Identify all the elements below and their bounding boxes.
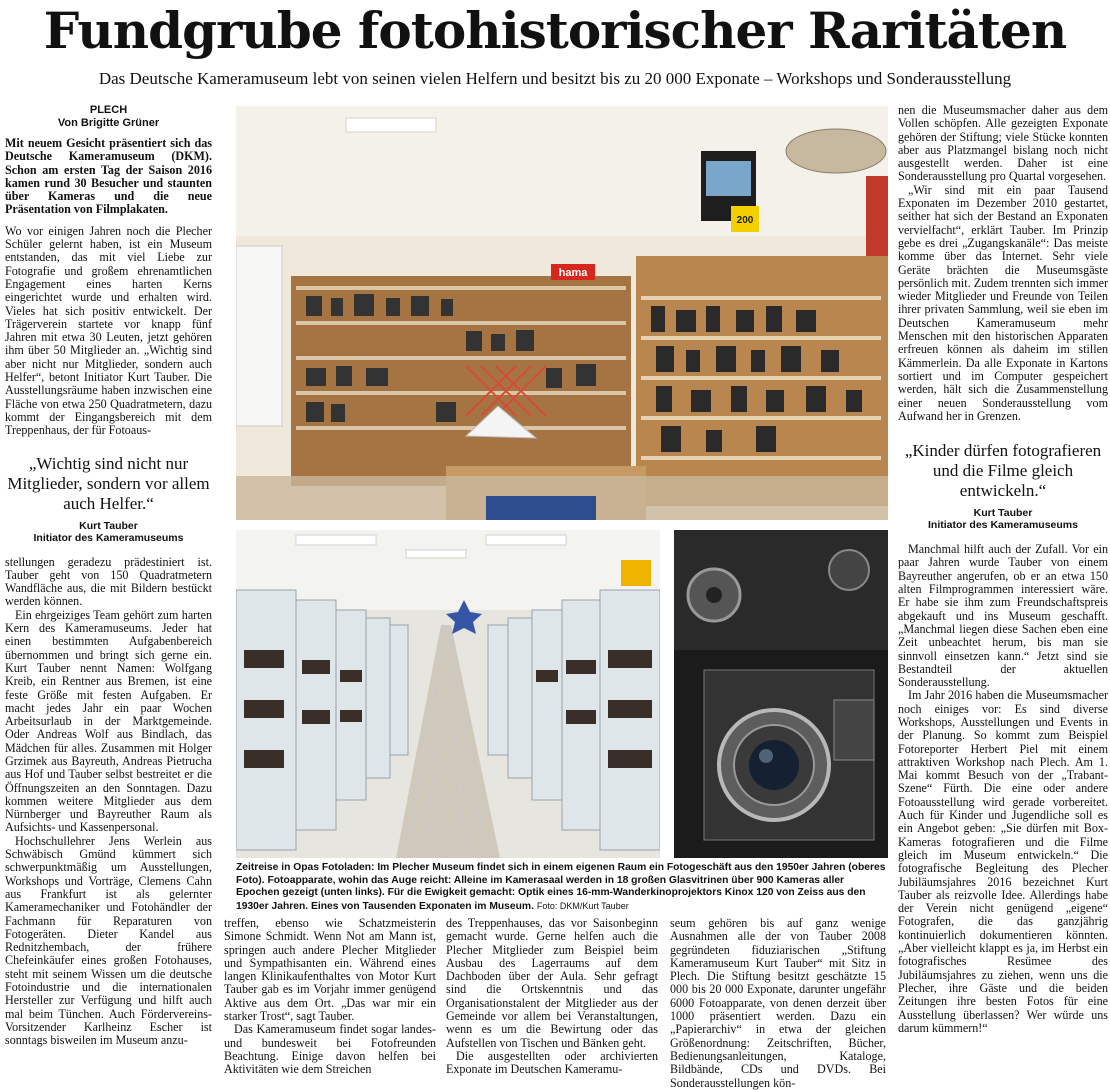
pull-quote-2-text: „Kinder dürfen fotografieren und die Filme gleich entwickeln.“ <box>904 441 1102 501</box>
col2-paragraph-1: treffen, ebenso wie Schatzmeisterin Simone Schmidt. Wenn Not am Mann ist, springen auch andere Plecher Mitglieder und Sympathisanten ein. Während eines langen Klinikaufenthaltes von Motor Kurt Tauber gab es im Vorjahr immer genügend Aktive aus dem Ort. „Das war mir ein starker Trost“, sagt Tauber. <box>224 917 436 1024</box>
photo-projector-lens <box>674 530 888 858</box>
subheadline: Das Deutsche Kameramuseum lebt von seinen vielen Helfern und besitzt bis zu 20 000 Exponate – Workshops und Sonderausstellung <box>98 69 1012 88</box>
headline: Fundgrube fotohistorischer Raritäten <box>43 1 1067 60</box>
col3-paragraph-1: des Treppenhauses, das vor Saisonbeginn gemacht wurde. Gerne helfen auch die Plecher Mitglieder zum Beispiel beim Ausbau des Lagerraums auf dem Dachboden über der Aula. Sehr gefragt sind die Ortskenntnis und das Organisationstalent der Mitglieder aus der Gemeinde vor allem bei Veranstaltungen, wenn es um die Bewirtung oder das Aufstellen von Tischen und Bänken geht. <box>446 917 658 1050</box>
photo-camera-shop <box>236 106 888 520</box>
col4-paragraph-1: seum gehören bis auf ganz wenige Ausnahmen alle der von Tauber 2008 gegründeten fiduziarischen „Stiftung Kameramuseum Kurt Tauber“ mit Sitz in Plech. Die Stiftung besitzt geschätzte 15 000 bis 20 000 Exponate, darunter ungefähr 6000 Fotoapparate, von denen derzeit über 1000 präsentiert werden. Dazu ein „Papierarchiv“ in etwa der gleichen Größenordnung: Zeitschriften, Bücher, Bedienungsanleitungen, Kataloge, Bildbände, CDs und DVDs. Bei Sonderausstellungen kön- <box>670 917 886 1090</box>
col1-paragraph-2: stellungen geradezu prädestiniert ist. Tauber geht von 150 Quadratmetern Wandfläche aus, die mit Bildern bestückt werden können. <box>5 554 212 609</box>
col1-paragraph-3: Ein ehrgeiziges Team gehört zum harten Kern des Kameramuseums. Jeder hat einen bestimmten Aufgabenbereich übernommen und bringt sich gerne ein. Kurt Tauber nennt Namen: Wolfgang Kreib, ein Rentner aus Bremen, ist eine feste Größe mit festen Aufgaben. Er macht jedes Jahr ein paar Wochen Arbeitsurlaub in der Marktgemeinde. Oder Andreas Wolf aus Bindlach, das Mädchen für alles. Zusammen mit Holger Grzimek aus Bayreuth, Andreas Pietrucha aus Hof und Tauber selbst bestreitet er die Öffnungszeiten an den Sonntagen. Dazu kommen weitere Mitglieder aus dem Nürnberger und Bayreuther Raum als Aufsichts- und Kassenpersonal. <box>5 607 212 835</box>
col5-paragraph-3: Manchmal hilft auch der Zufall. Vor ein paar Jahren wurde Tauber von einem Bayreuther angerufen, ob er an etwa 150 alten Filmprogrammen interessiert wäre. Er habe sie ihm zum Freundschaftspreis abgekauft und ins Museum geschafft. „Manchmal liegen diese Sachen eben eine Zeit unbeachtet herum, bis man sie sinnvoll einsetzen kann.“ Jetzt sind sie Bestandteil der aktuellen Sonderausstellung. <box>898 542 1108 690</box>
dateline: PLECH <box>89 104 128 116</box>
col3-paragraph-2: Die ausgestellten oder archivierten Exponate im Deutschen Kameramu- <box>446 1048 658 1077</box>
col2-paragraph-2: Das Kameramuseum findet sogar landes- und bundesweit bei Fotofreunden Beachtung. Einige davon helfen bei Aktivitäten wie dem Streichen <box>224 1022 436 1077</box>
column-4 <box>670 917 886 1090</box>
col5-paragraph-1: nen die Museumsmacher daher aus dem Vollen schöpfen. Alle gezeigten Exponate gehören der Stiftung; viele Stücke konnten aber aus Platzmangel bislang noch nicht ausgestellt werden. Daher ist eine Sonderausstellung pro Quartal vorgesehen. <box>898 104 1108 184</box>
photo-caption <box>236 862 888 913</box>
photo-camera-hall <box>236 530 660 858</box>
pull-quote-1-text: „Wichtig sind nicht nur Mitglieder, sondern vor allem auch Helfer.“ <box>7 453 210 513</box>
caption-text: Zeitreise in Opas Fotoladen: Im Plecher Museum findet sich in einem eigenen Raum ein Fotogeschäft aus den 1950er Jahren (oberes Foto). Fotoapparate, wohin das Auge reicht: Alleine im Kamerasaal werden in 18 großen Glasvitrinen über 900 Kameras aller Epochen gezeigt (unten links). Für die Ewigkeit gemacht: Optik eines 16-mm-Wanderkinoprojektors Kinox 120 von Zeiss aus den 1930er Jahren. Eines von Tausenden Exponaten im Museum. <box>236 862 886 912</box>
column-5 <box>898 104 1108 1090</box>
photo-credit: Foto: DKM/Kurt Tauber <box>536 900 629 911</box>
pull-quote-2-author: Kurt Tauber <box>973 507 1033 520</box>
pull-quote-1-author: Kurt Tauber <box>79 519 138 532</box>
hama-sign: hama <box>558 267 588 279</box>
author-byline: Von Brigitte Grüner <box>57 117 160 129</box>
column-1 <box>5 104 212 1090</box>
column-3 <box>446 917 658 1090</box>
pull-quote-1 <box>5 454 212 544</box>
pull-quote-1-role: Initiator des Kameramuseums <box>33 531 184 544</box>
pull-quote-2-role: Initiator des Kameramuseums <box>928 519 1078 532</box>
anniversary-sign: 200 <box>736 215 754 226</box>
col1-paragraph-4: Hochschullehrer Jens Werlein aus Schwäbisch Gmünd kümmert sich schwerpunktmäßig um Ausstellungen, Workshops und Vorträge, Clemens Cahn aus Frankfurt ist als gelernter Kameramechaniker und Fotohändler der Fachmann für Reparaturen von Fotogeräten. Dieter Kandel aus Rednitzhembach, der frühere Chefeinkäufer eines großen Fotohauses, steht mit seinem Wissen um die deutsche Fotoindustrie und die internationalen Hersteller zur Verfügung und hilft auch mal beim Tünchen. Auch Fördervereins-Vorsitzender Karlheinz Escher ist sonntags bisweilen im Museum anzu- <box>5 833 212 1048</box>
col5-paragraph-2: „Wir sind mit ein paar Tausend Exponaten im Dezember 2010 gestartet, seither hat sich der Bestand an Exponaten vervielfacht“, erklärt Tauber. Im Prinzip gebe es drei „Zugangskanäle“: Das meiste komme über das Internet. Sehr viele Geräte brächten die Museumsgäste persönlich mit. Zudem trennten sich immer wieder Mitglieder und Freunde von Teilen ihrer privaten Sammlung, weil sie eben im Deutschen Kameramuseum mehr Menschen mit den historischen Apparaten erfreuen können als daheim im stillen Kämmerlein. Da alle Exponate in Kartons sortiert und im Computer gespeichert werden, hält sich die Zusammenstellung einer neuen Sonderausstellung vom Aufwand her in Grenzen. <box>898 182 1108 423</box>
col5-paragraph-4: Im Jahr 2016 haben die Museumsmacher noch einiges vor: Es sind diverse Workshops, Ausstellungen und Events in der Planung. So kommt zum Beispiel Fotoreporter Herbert Piel mit einem attraktiven Workshop nach Plech. Am 1. Mai kommt Besuch von der „Trabant-Szene“ Fürth. Die eine oder andere Fotoausstellung wird gerade vorbereitet. Auch für Kinder und Jugendliche soll es ein Angebot geben: „Sie dürfen mit Box-Kameras fotografieren und die Filme gleich im Museum entwickeln.“ Die fotografische Begleitung des Plecher Jubiläumsjahres 2016 bezeichnet Kurt Tauber als reizvolle Idee. Allerdings habe der Verein nicht genügend „eigene“ Fotografen, die das ganzjährig kontinuierlich dokumentieren könnten. „Aber vielleicht klappt es ja, im Herbst ein fotografisches Resümee des Jubiläumsjahres zu ziehen, wenn uns die Plecher, ihre Gäste und die beiden Zeitungen ihre besten Fotos für eine Ausstellung überlassen? Wer würde uns darum kümmern!“ <box>898 688 1108 1035</box>
col1-paragraph-1: Wo vor einigen Jahren noch die Plecher Schüler gelernt haben, ist ein Museum entstanden, das mit viel Liebe zur Fotografie und großem ehrenamtlichen Engagement eines harten Kerns eingerichtet wurde und erhalten wird. Vieles hat sich positiv entwickelt. Der Trägerverein startete vor knapp fünf Jahren mit etwa 30 Leuten, jetzt gehören ihm über 50 Mitglieder an. „Wichtig sind aber nicht nur Mitglieder, sondern auch Helfer“, betont Initiator Kurt Tauber. Die Ausstellungsräume haben inzwischen eine Fläche von etwa 250 Quadratmetern, dazu kommt der Eingangsbereich mit dem Treppenhaus, der für Fotoaus- <box>5 223 212 438</box>
pull-quote-2 <box>898 441 1108 531</box>
column-2 <box>224 917 436 1090</box>
lead-paragraph: Mit neuem Gesicht präsentiert sich das Deutsche Kameramuseum (DKM). Schon am ersten Tag der Saison 2016 kamen rund 30 Besucher und staunten über Kameras und die neue Präsentation von Filmplakaten. <box>5 136 212 217</box>
